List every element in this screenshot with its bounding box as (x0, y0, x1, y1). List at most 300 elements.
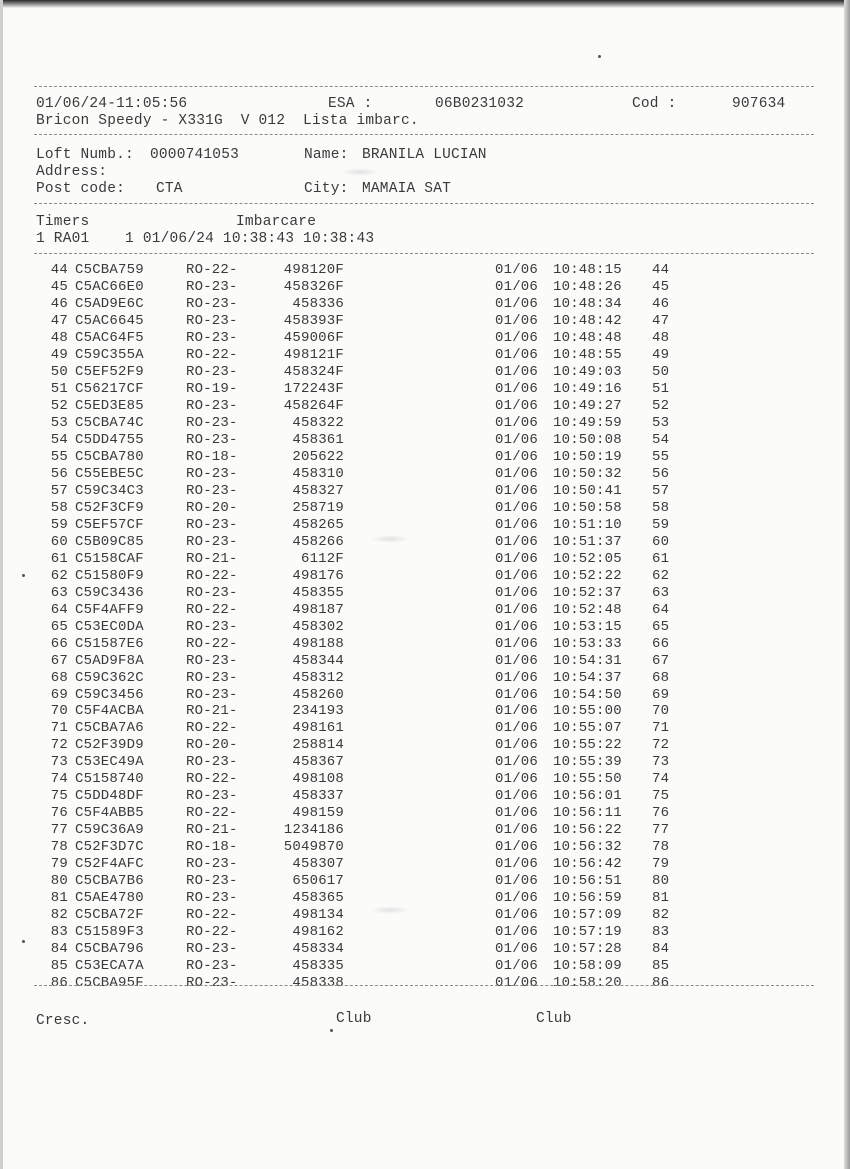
postcode-label: Post code: (36, 181, 126, 197)
ring-prefix: RO-23- (186, 482, 238, 499)
row-number: 54 (50, 431, 68, 448)
chip-id: C51580F9 (75, 567, 144, 584)
timer-line: 1 RA01 1 01/06/24 10:38:43 10:38:43 (36, 231, 375, 247)
ring-prefix: RO-20- (186, 737, 238, 754)
ring-number: 498121F (283, 346, 344, 363)
row-index: 73 (652, 754, 670, 771)
ring-prefix: RO-19- (186, 380, 238, 397)
ring-prefix: RO-22- (186, 567, 238, 584)
ring-number: 234193 (292, 703, 344, 720)
ring-prefix: RO-20- (186, 499, 238, 516)
ring-number: 458367 (292, 754, 344, 771)
arrival-date: 01/06 (495, 924, 539, 941)
ring-prefix: RO-18- (186, 448, 238, 465)
ring-prefix: RO-22- (186, 720, 238, 737)
arrival-time: 10:53:33 (553, 635, 622, 652)
row-index: 77 (652, 822, 670, 839)
arrival-time: 10:56:51 (553, 873, 622, 890)
arrival-time: 10:57:28 (553, 941, 622, 958)
chip-id: C5DD4755 (75, 431, 144, 448)
ring-prefix: RO-22- (186, 601, 238, 618)
row-index: 80 (652, 873, 670, 890)
arrival-date: 01/06 (495, 754, 539, 771)
row-number: 77 (50, 822, 68, 839)
chip-id: C53EC0DA (75, 618, 144, 635)
arrival-date: 01/06 (495, 856, 539, 873)
chip-id: C59C362C (75, 669, 144, 686)
row-number: 71 (50, 720, 68, 737)
ring-prefix: RO-23- (186, 533, 238, 550)
arrival-time: 10:56:01 (553, 788, 622, 805)
ring-prefix: RO-23- (186, 465, 238, 482)
footer-cresc: Cresc. (36, 1013, 90, 1029)
ring-number: 458324F (283, 363, 344, 380)
arrival-time: 10:55:50 (553, 771, 622, 788)
chip-id: C5AD9F8A (75, 652, 144, 669)
arrival-date: 01/06 (495, 584, 539, 601)
chip-id: C5AC64F5 (75, 329, 144, 346)
arrival-time: 10:50:41 (553, 482, 622, 499)
ring-prefix: RO-22- (186, 262, 238, 278)
scan-smudge (370, 906, 410, 914)
chip-id: C51587E6 (75, 635, 144, 652)
row-number: 80 (50, 873, 68, 890)
arrival-date: 01/06 (495, 499, 539, 516)
arrival-date: 01/06 (495, 635, 539, 652)
arrival-time: 10:55:39 (553, 754, 622, 771)
ring-number: 458310 (292, 465, 344, 482)
chip-id: C5F4ABB5 (75, 805, 144, 822)
row-index: 68 (652, 669, 670, 686)
ring-number: 458365 (292, 890, 344, 907)
arrival-time: 10:49:59 (553, 414, 622, 431)
ring-prefix: RO-23- (186, 652, 238, 669)
chip-id: C52F39D9 (75, 737, 144, 754)
row-index: 50 (652, 363, 670, 380)
row-number: 86 (50, 975, 68, 992)
address-label: Address: (36, 164, 108, 180)
arrival-time: 10:52:22 (553, 567, 622, 584)
ring-number: 458302 (292, 618, 344, 635)
ring-number: 498159 (292, 805, 344, 822)
row-index: 44 (652, 262, 670, 278)
row-index: 84 (652, 941, 670, 958)
row-number: 58 (50, 499, 68, 516)
scan-smudge (340, 168, 380, 176)
arrival-date: 01/06 (495, 516, 539, 533)
ring-number: 498187 (292, 601, 344, 618)
row-index: 85 (652, 958, 670, 975)
row-index: 55 (652, 448, 670, 465)
arrival-date: 01/06 (495, 278, 539, 295)
row-number: 57 (50, 482, 68, 499)
row-number: 79 (50, 856, 68, 873)
row-index: 82 (652, 907, 670, 924)
divider-owner (34, 203, 814, 204)
row-number: 83 (50, 924, 68, 941)
arrival-time: 10:52:05 (553, 550, 622, 567)
row-index: 61 (652, 550, 670, 567)
row-index: 66 (652, 635, 670, 652)
arrival-date: 01/06 (495, 941, 539, 958)
arrival-time: 10:56:59 (553, 890, 622, 907)
ring-number: 458265 (292, 516, 344, 533)
loft-number-label: Loft Numb.: (36, 147, 134, 163)
row-number: 59 (50, 516, 68, 533)
chip-id: C5EF52F9 (75, 363, 144, 380)
ring-prefix: RO-18- (186, 839, 238, 856)
arrival-time: 10:54:50 (553, 686, 622, 703)
cod-value: 907634 (732, 96, 786, 112)
chip-id: C52F3CF9 (75, 499, 144, 516)
row-number: 51 (50, 380, 68, 397)
ring-prefix: RO-23- (186, 941, 238, 958)
ring-number: 258719 (292, 499, 344, 516)
row-index: 70 (652, 703, 670, 720)
chip-id: C5AE4780 (75, 890, 144, 907)
row-index: 72 (652, 737, 670, 754)
scan-smudge (370, 535, 410, 543)
ring-number: 5049870 (283, 839, 344, 856)
arrival-time: 10:52:48 (553, 601, 622, 618)
arrival-date: 01/06 (495, 448, 539, 465)
ring-prefix: RO-23- (186, 295, 238, 312)
row-number: 82 (50, 907, 68, 924)
scan-dot (22, 940, 25, 943)
row-index: 76 (652, 805, 670, 822)
chip-id: C5158CAF (75, 550, 144, 567)
chip-id: C5DD48DF (75, 788, 144, 805)
row-number: 66 (50, 635, 68, 652)
row-index: 53 (652, 414, 670, 431)
divider-bottom (34, 985, 814, 986)
arrival-time: 10:51:10 (553, 516, 622, 533)
ring-number: 458393F (283, 312, 344, 329)
arrival-time: 10:50:19 (553, 448, 622, 465)
arrival-date: 01/06 (495, 975, 539, 992)
ring-number: 458337 (292, 788, 344, 805)
chip-id: C5F4AFF9 (75, 601, 144, 618)
arrival-time: 10:54:31 (553, 652, 622, 669)
ring-number: 172243F (283, 380, 344, 397)
arrival-time: 10:48:48 (553, 329, 622, 346)
ring-prefix: RO-22- (186, 907, 238, 924)
row-number: 69 (50, 686, 68, 703)
row-number: 64 (50, 601, 68, 618)
arrival-time: 10:55:00 (553, 703, 622, 720)
row-number: 47 (50, 312, 68, 329)
arrival-time: 10:48:42 (553, 312, 622, 329)
arrival-date: 01/06 (495, 873, 539, 890)
arrival-date: 01/06 (495, 397, 539, 414)
ring-prefix: RO-23- (186, 958, 238, 975)
arrival-date: 01/06 (495, 414, 539, 431)
arrival-time: 10:54:37 (553, 669, 622, 686)
ring-number: 650617 (292, 873, 344, 890)
arrival-date: 01/06 (495, 822, 539, 839)
ring-number: 458322 (292, 414, 344, 431)
row-number: 50 (50, 363, 68, 380)
ring-prefix: RO-22- (186, 924, 238, 941)
arrival-date: 01/06 (495, 262, 539, 278)
ring-prefix: RO-23- (186, 312, 238, 329)
city-value: MAMAIA SAT (362, 181, 452, 197)
ring-number: 498108 (292, 771, 344, 788)
ring-number: 6112F (300, 550, 344, 567)
row-index: 60 (652, 533, 670, 550)
row-index: 52 (652, 397, 670, 414)
chip-id: C5CBA780 (75, 448, 144, 465)
row-index: 74 (652, 771, 670, 788)
ring-number: 458326F (283, 278, 344, 295)
row-index: 78 (652, 839, 670, 856)
arrival-time: 10:53:15 (553, 618, 622, 635)
arrival-date: 01/06 (495, 601, 539, 618)
ring-prefix: RO-23- (186, 397, 238, 414)
arrival-date: 01/06 (495, 346, 539, 363)
arrival-date: 01/06 (495, 431, 539, 448)
ring-prefix: RO-23- (186, 414, 238, 431)
ring-prefix: RO-23- (186, 856, 238, 873)
arrival-date: 01/06 (495, 669, 539, 686)
arrival-date: 01/06 (495, 771, 539, 788)
ring-number: 458338 (292, 975, 344, 992)
scan-dot (22, 574, 25, 577)
chip-id: C59C355A (75, 346, 144, 363)
ring-prefix: RO-23- (186, 516, 238, 533)
ring-prefix: RO-22- (186, 635, 238, 652)
row-index: 63 (652, 584, 670, 601)
arrival-date: 01/06 (495, 380, 539, 397)
ring-number: 458260 (292, 686, 344, 703)
arrival-time: 10:50:08 (553, 431, 622, 448)
document-title: Bricon Speedy - X331G V 012 Lista imbarc. (36, 113, 419, 129)
arrival-time: 10:56:22 (553, 822, 622, 839)
ring-number: 458336 (292, 295, 344, 312)
ring-prefix: RO-22- (186, 805, 238, 822)
ring-prefix: RO-23- (186, 669, 238, 686)
arrival-time: 10:56:42 (553, 856, 622, 873)
chip-id: C5CBA95F (75, 975, 144, 992)
row-number: 61 (50, 550, 68, 567)
chip-id: C56217CF (75, 380, 144, 397)
divider-top (34, 86, 814, 87)
owner-name-value: BRANILA LUCIAN (362, 147, 487, 163)
row-index: 45 (652, 278, 670, 295)
scan-dot (598, 55, 601, 58)
ring-number: 498162 (292, 924, 344, 941)
ring-number: 459006F (283, 329, 344, 346)
row-index: 83 (652, 924, 670, 941)
chip-id: C51589F3 (75, 924, 144, 941)
row-number: 55 (50, 448, 68, 465)
ring-number: 498176 (292, 567, 344, 584)
ring-prefix: RO-21- (186, 703, 238, 720)
row-number: 84 (50, 941, 68, 958)
row-index: 46 (652, 295, 670, 312)
arrival-time: 10:55:22 (553, 737, 622, 754)
imbarcare-label: Imbarcare (236, 214, 317, 230)
row-number: 56 (50, 465, 68, 482)
row-index: 64 (652, 601, 670, 618)
row-index: 57 (652, 482, 670, 499)
ring-prefix: RO-23- (186, 329, 238, 346)
ring-number: 205622 (292, 448, 344, 465)
row-number: 73 (50, 754, 68, 771)
row-index: 81 (652, 890, 670, 907)
row-number: 76 (50, 805, 68, 822)
arrival-time: 10:50:32 (553, 465, 622, 482)
arrival-date: 01/06 (495, 958, 539, 975)
arrival-time: 10:48:34 (553, 295, 622, 312)
row-number: 81 (50, 890, 68, 907)
row-number: 65 (50, 618, 68, 635)
arrival-date: 01/06 (495, 567, 539, 584)
ring-prefix: RO-23- (186, 873, 238, 890)
chip-id: C5CBA796 (75, 941, 144, 958)
ring-number: 458264F (283, 397, 344, 414)
chip-id: C5AD9E6C (75, 295, 144, 312)
arrival-time: 10:52:37 (553, 584, 622, 601)
row-index: 67 (652, 652, 670, 669)
arrival-date: 01/06 (495, 550, 539, 567)
scan-left-edge (0, 0, 3, 1169)
chip-id: C5CBA7A6 (75, 720, 144, 737)
ring-number: 458312 (292, 669, 344, 686)
arrival-date: 01/06 (495, 312, 539, 329)
row-number: 52 (50, 397, 68, 414)
chip-id: C5CBA7B6 (75, 873, 144, 890)
chip-id: C5CBA759 (75, 262, 144, 278)
ring-prefix: RO-23- (186, 975, 238, 992)
ring-prefix: RO-23- (186, 431, 238, 448)
row-index: 47 (652, 312, 670, 329)
arrival-time: 10:48:55 (553, 346, 622, 363)
row-index: 62 (652, 567, 670, 584)
chip-id: C52F3D7C (75, 839, 144, 856)
arrival-date: 01/06 (495, 533, 539, 550)
row-index: 59 (652, 516, 670, 533)
ring-number: 458355 (292, 584, 344, 601)
row-index: 56 (652, 465, 670, 482)
ring-prefix: RO-23- (186, 754, 238, 771)
row-index: 49 (652, 346, 670, 363)
ring-number: 498161 (292, 720, 344, 737)
ring-prefix: RO-23- (186, 788, 238, 805)
ring-number: 458361 (292, 431, 344, 448)
scan-top-edge (0, 0, 850, 8)
arrival-date: 01/06 (495, 839, 539, 856)
arrival-time: 10:56:11 (553, 805, 622, 822)
ring-prefix: RO-23- (186, 890, 238, 907)
row-number: 78 (50, 839, 68, 856)
arrival-date: 01/06 (495, 295, 539, 312)
city-label: City: (304, 181, 349, 197)
row-number: 75 (50, 788, 68, 805)
timers-label: Timers (36, 214, 90, 230)
arrival-time: 10:50:58 (553, 499, 622, 516)
arrival-time: 10:58:09 (553, 958, 622, 975)
row-index: 58 (652, 499, 670, 516)
row-number: 74 (50, 771, 68, 788)
ring-prefix: RO-21- (186, 822, 238, 839)
row-number: 53 (50, 414, 68, 431)
row-number: 70 (50, 703, 68, 720)
chip-id: C5AC6645 (75, 312, 144, 329)
chip-id: C59C34C3 (75, 482, 144, 499)
ring-prefix: RO-23- (186, 584, 238, 601)
arrival-date: 01/06 (495, 363, 539, 380)
ring-prefix: RO-22- (186, 771, 238, 788)
divider-timers (34, 253, 814, 254)
ring-prefix: RO-23- (186, 363, 238, 380)
arrival-time: 10:51:37 (553, 533, 622, 550)
scan-right-edge (844, 0, 850, 1169)
chip-id: C53ECA7A (75, 958, 144, 975)
arrival-date: 01/06 (495, 465, 539, 482)
chip-id: C53EC49A (75, 754, 144, 771)
ring-number: 458307 (292, 856, 344, 873)
esa-value: 06B0231032 (435, 96, 525, 112)
chip-id: C59C36A9 (75, 822, 144, 839)
ring-number: 458344 (292, 652, 344, 669)
loft-number-value: 0000741053 (150, 147, 240, 163)
ring-prefix: RO-23- (186, 618, 238, 635)
print-datetime: 01/06/24-11:05:56 (36, 96, 188, 112)
arrival-date: 01/06 (495, 686, 539, 703)
chip-id: C5EF57CF (75, 516, 144, 533)
postcode-value: CTA (156, 181, 183, 197)
chip-id: C5158740 (75, 771, 144, 788)
row-number: 46 (50, 295, 68, 312)
arrival-date: 01/06 (495, 720, 539, 737)
ring-number: 458266 (292, 533, 344, 550)
row-index: 71 (652, 720, 670, 737)
chip-id: C5AC66E0 (75, 278, 144, 295)
chip-id: C5CBA74C (75, 414, 144, 431)
row-index: 69 (652, 686, 670, 703)
arrival-time: 10:58:20 (553, 975, 622, 992)
row-number: 48 (50, 329, 68, 346)
footer-club-2: Club (536, 1011, 572, 1027)
arrival-time: 10:49:03 (553, 363, 622, 380)
ring-number: 458327 (292, 482, 344, 499)
ring-number: 498188 (292, 635, 344, 652)
arrival-time: 10:48:15 (553, 262, 622, 278)
arrival-time: 10:57:19 (553, 924, 622, 941)
ring-number: 498134 (292, 907, 344, 924)
chip-id: C5B09C85 (75, 533, 144, 550)
row-number: 45 (50, 278, 68, 295)
arrival-date: 01/06 (495, 805, 539, 822)
row-number: 85 (50, 958, 68, 975)
ring-prefix: RO-23- (186, 686, 238, 703)
chip-id: C55EBE5C (75, 465, 144, 482)
row-number: 49 (50, 346, 68, 363)
ring-number: 1234186 (283, 822, 344, 839)
row-index: 75 (652, 788, 670, 805)
row-number: 68 (50, 669, 68, 686)
ring-number: 258814 (292, 737, 344, 754)
cod-label: Cod : (632, 96, 677, 112)
arrival-date: 01/06 (495, 329, 539, 346)
ring-prefix: RO-22- (186, 346, 238, 363)
arrival-date: 01/06 (495, 737, 539, 754)
arrival-date: 01/06 (495, 788, 539, 805)
arrival-time: 10:57:09 (553, 907, 622, 924)
arrival-date: 01/06 (495, 482, 539, 499)
chip-id: C5CBA72F (75, 907, 144, 924)
